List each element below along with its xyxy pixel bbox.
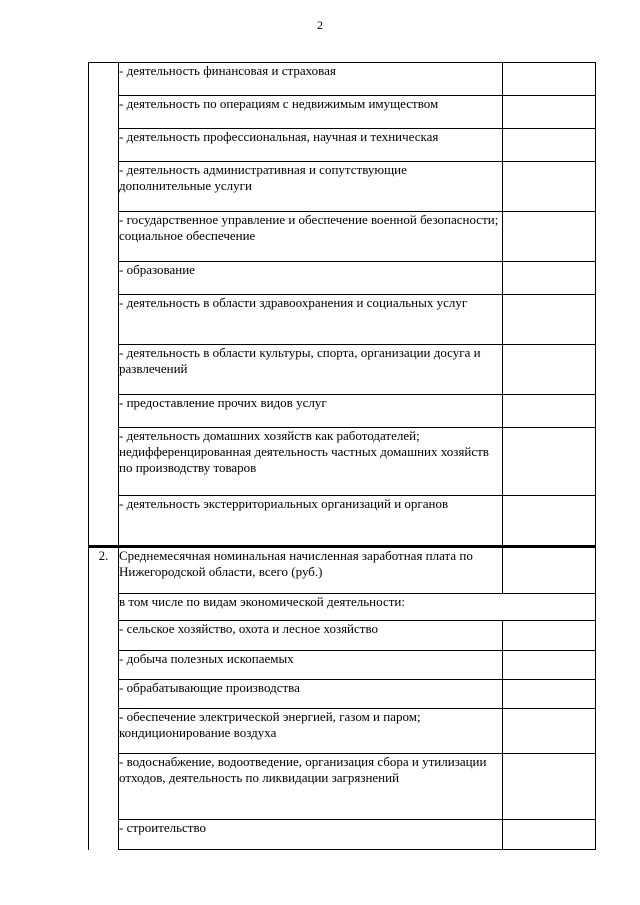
table-row <box>89 428 596 496</box>
table-row <box>89 345 596 395</box>
table-row <box>89 709 596 754</box>
indicator-value <box>503 754 596 820</box>
indicator-label: - водоснабжение, водоотведение, организация сбора и утилизации отходов, деятельность по ликвидации загрязнений <box>119 754 503 820</box>
table-row <box>89 395 596 428</box>
indicator-value <box>503 547 596 594</box>
indicator-value <box>503 680 596 709</box>
indicator-value <box>503 621 596 651</box>
section-number: 2. <box>89 547 119 850</box>
table-row <box>89 96 596 129</box>
table-body <box>89 63 596 850</box>
table-row <box>89 63 596 96</box>
table-row <box>89 547 596 594</box>
table-row <box>89 162 596 212</box>
section-subheader: в том числе по видам экономической деятельности: <box>119 594 596 621</box>
indicator-label: - деятельность по операциям с недвижимым имуществом <box>119 96 503 129</box>
indicator-label: - деятельность в области здравоохранения и социальных услуг <box>119 295 503 345</box>
section-1-number-cell <box>89 63 119 547</box>
indicator-label: - деятельность административная и сопутствующие дополнительные услуги <box>119 162 503 212</box>
indicator-value <box>503 345 596 395</box>
table-row <box>89 754 596 820</box>
indicator-value <box>503 96 596 129</box>
indicator-value <box>503 63 596 96</box>
indicator-label: - государственное управление и обеспечение военной безопасности; социальное обеспечение <box>119 212 503 262</box>
indicator-value <box>503 212 596 262</box>
table-row <box>89 262 596 295</box>
indicator-value <box>503 395 596 428</box>
indicator-value <box>503 651 596 680</box>
indicator-value <box>503 162 596 212</box>
indicator-label: - обеспечение электрической энергией, газом и паром; кондиционирование воздуха <box>119 709 503 754</box>
indicator-value <box>503 820 596 850</box>
table-row <box>89 651 596 680</box>
section-title: Среднемесячная номинальная начисленная заработная плата по Нижегородской области, всего (руб.) <box>119 547 503 594</box>
indicator-label: - деятельность экстерриториальных организаций и органов <box>119 496 503 547</box>
indicator-value <box>503 262 596 295</box>
indicator-label: - обрабатывающие производства <box>119 680 503 709</box>
table-row <box>89 680 596 709</box>
table-row <box>89 621 596 651</box>
indicator-label: - деятельность финансовая и страховая <box>119 63 503 96</box>
table-row <box>89 820 596 850</box>
indicator-label: - деятельность домашних хозяйств как работодателей; недифференцированная деятельность частных домашних хозяйств по производству товаров <box>119 428 503 496</box>
indicator-label: - добыча полезных ископаемых <box>119 651 503 680</box>
indicator-label: - предоставление прочих видов услуг <box>119 395 503 428</box>
indicator-label: - образование <box>119 262 503 295</box>
indicator-value <box>503 129 596 162</box>
indicator-value <box>503 496 596 547</box>
indicator-label: - деятельность в области культуры, спорта, организации досуга и развлечений <box>119 345 503 395</box>
table-row <box>89 295 596 345</box>
table-row <box>89 129 596 162</box>
table-row <box>89 496 596 547</box>
table-row <box>89 594 596 621</box>
indicator-label: - деятельность профессиональная, научная и техническая <box>119 129 503 162</box>
table-row <box>89 212 596 262</box>
indicator-value <box>503 428 596 496</box>
indicators-table <box>88 62 596 850</box>
indicator-value <box>503 295 596 345</box>
indicator-label: - строительство <box>119 820 503 850</box>
page-number: 2 <box>317 18 323 32</box>
indicator-label: - сельское хозяйство, охота и лесное хозяйство <box>119 621 503 651</box>
indicator-value <box>503 709 596 754</box>
